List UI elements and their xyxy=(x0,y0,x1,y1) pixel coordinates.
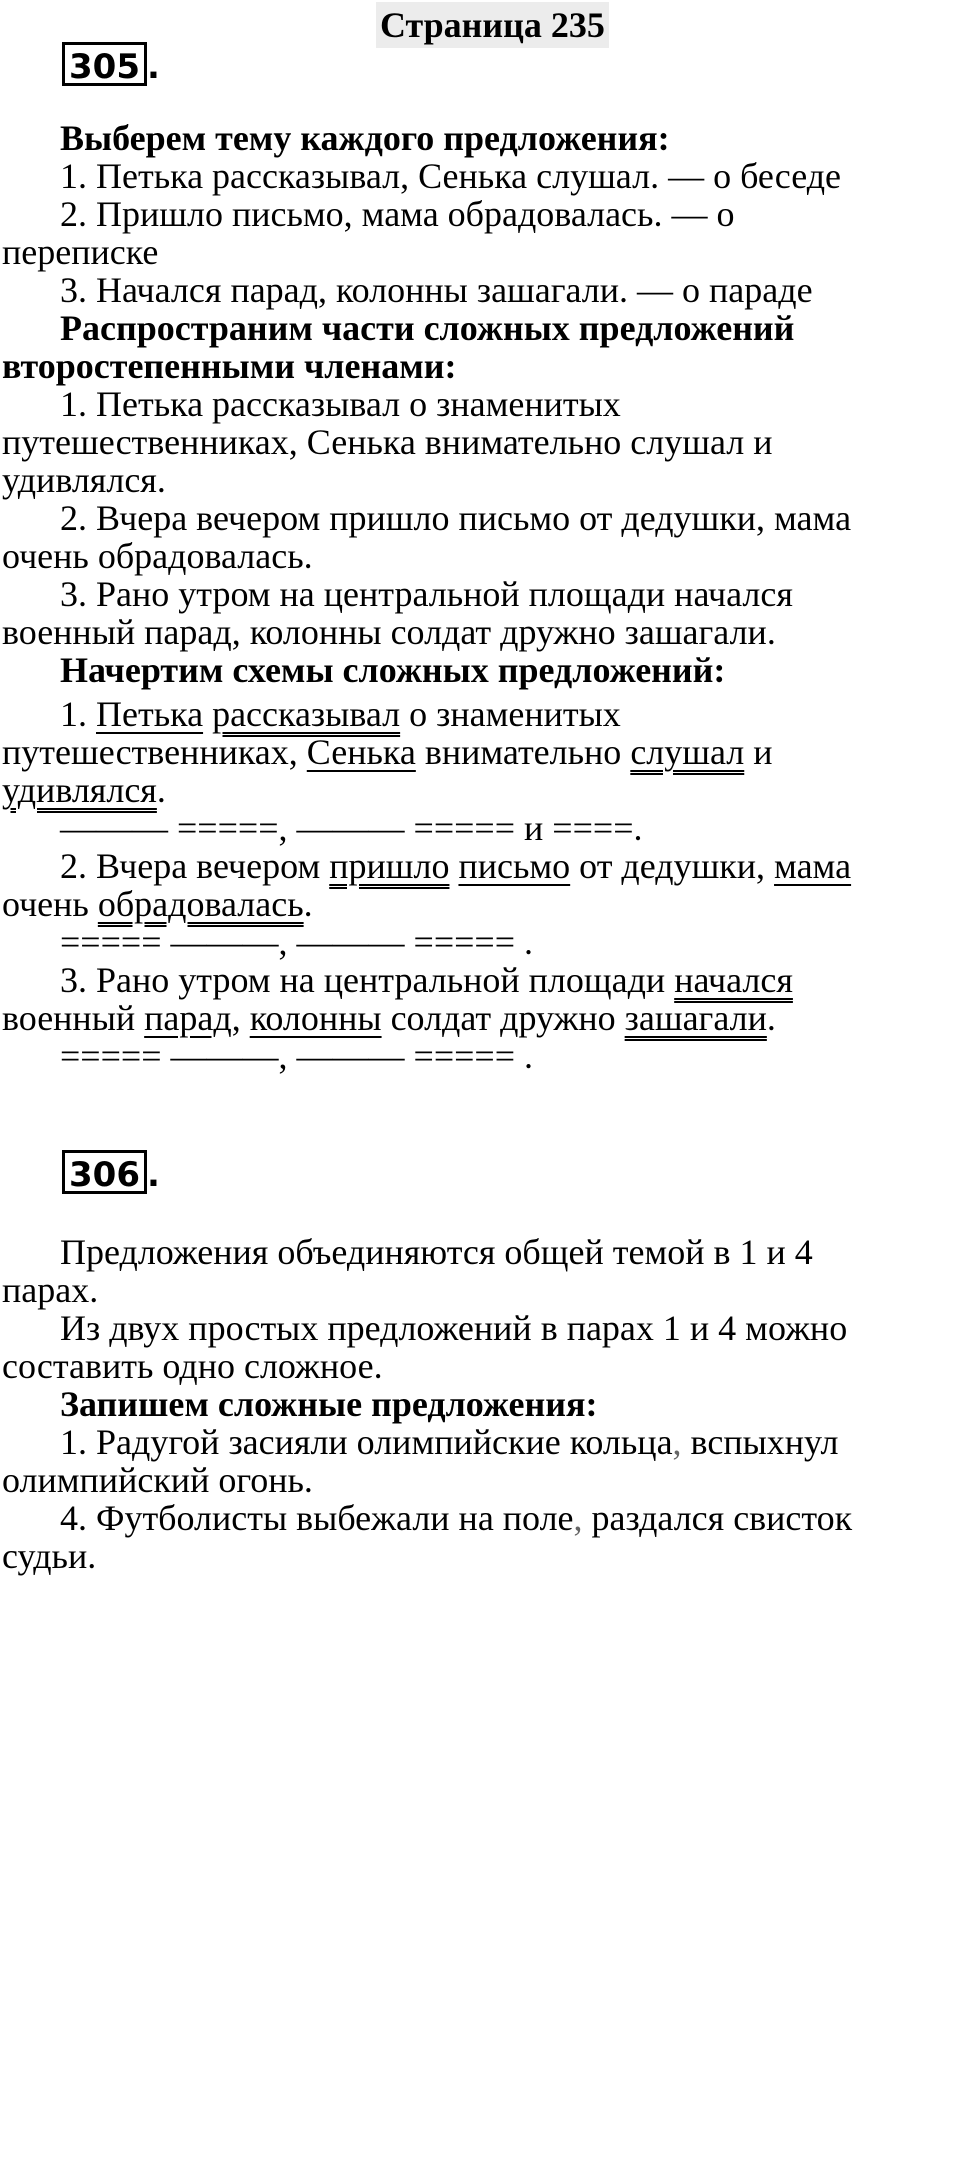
s1-predicate-1: рассказывал xyxy=(212,694,401,734)
s1-subject-2: Сенька xyxy=(306,732,416,772)
page-title: Страница 235 xyxy=(376,2,609,48)
s3-num: 3. Рано утром на центральной площади xyxy=(60,960,675,1000)
heading-extend-b: второстепенными членами: xyxy=(2,346,457,386)
s2-text-1: от дедушки, xyxy=(570,846,775,886)
s1-predicate-2: слушал xyxy=(630,732,745,772)
extended-line-1a: 1. Петька рассказывал о знаменитых xyxy=(60,384,621,424)
r1-comma: , xyxy=(672,1422,682,1462)
extended-line-1c: удивлялся. xyxy=(2,460,166,500)
r4-comma: , xyxy=(573,1498,583,1538)
scheme-2: ===== ———, ——— ===== . xyxy=(60,922,534,962)
task-number-305 xyxy=(62,42,160,90)
theme-line-2a: 2. Пришло письмо, мама обрадовалась. — о xyxy=(60,194,735,234)
heading-schemes: Начертим схемы сложных предложений: xyxy=(60,650,726,690)
result-sentence-4b: судьи. xyxy=(2,1536,97,1576)
heading-extend-a: Распространим части сложных предложений xyxy=(60,308,795,348)
s3-text-3: солдат дружно xyxy=(381,998,625,1038)
s3-subject-2: колонны xyxy=(249,998,382,1038)
s2-subject-2: мама xyxy=(774,846,852,886)
extended-line-3a: 3. Рано утром на центральной площади начался xyxy=(60,574,793,614)
s1-text-4: и xyxy=(744,732,773,772)
heading-write: Запишем сложные предложения: xyxy=(60,1384,598,1424)
r4-text-before: 4. Футболисты выбежали на поле xyxy=(60,1498,574,1538)
extended-line-2a: 2. Вчера вечером пришло письмо от дедушки, мама xyxy=(60,498,852,538)
s2-predicate-1: пришло xyxy=(329,846,450,886)
s3-predicate-1: начался xyxy=(674,960,793,1000)
s2-text-2: очень xyxy=(2,884,98,924)
task-number-306 xyxy=(62,1150,160,1198)
s1-num: 1. xyxy=(60,694,96,734)
theme-line-3: 3. Начался парад, колонны зашагали. — о параде xyxy=(60,270,813,310)
task-number-305-box: 305 xyxy=(62,42,147,86)
s1-text-2: путешественниках, xyxy=(2,732,307,772)
s2-num: 2. Вчера вечером xyxy=(60,846,330,886)
s1-space xyxy=(203,694,212,734)
extended-line-2b: очень обрадовалась. xyxy=(2,536,313,576)
extended-line-3b: военный парад, колонны солдат дружно зашагали. xyxy=(2,612,776,652)
r4-text-after: раздался свисток xyxy=(582,1498,853,1538)
task-number-306-dot: . xyxy=(146,1155,160,1195)
s3-text-4: . xyxy=(766,998,776,1038)
heading-theme: Выберем тему каждого предложения: xyxy=(60,118,670,158)
s1-subject-1: Петька xyxy=(96,694,204,734)
paragraph-1a: Предложения объединяются общей темой в 1 и 4 xyxy=(60,1232,813,1272)
result-sentence-1b: олимпийский огонь. xyxy=(2,1460,313,1500)
r1-text-before: 1. Радугой засияли олимпийские кольца xyxy=(60,1422,673,1462)
s1-text-1: о знаменитых xyxy=(400,694,621,734)
paragraph-1b: парах. xyxy=(2,1270,99,1310)
s3-text-1: военный xyxy=(2,998,145,1038)
scheme-1: ——— =====, ——— ===== и ====. xyxy=(60,808,643,848)
theme-line-1: 1. Петька рассказывал, Сенька слушал. — о беседе xyxy=(60,156,841,196)
task-number-305-dot: . xyxy=(146,47,160,87)
theme-line-2b: переписке xyxy=(2,232,159,272)
s2-subject-1: письмо xyxy=(458,846,571,886)
paragraph-2b: составить одно сложное. xyxy=(2,1346,383,1386)
s3-text-2: , xyxy=(231,998,250,1038)
s1-text-3: внимательно xyxy=(415,732,631,772)
result-sentence-4a xyxy=(60,1496,852,1540)
s3-predicate-2: зашагали xyxy=(624,998,767,1038)
r1-text-after: вспыхнул xyxy=(681,1422,839,1462)
s1-text-5: . xyxy=(156,770,166,810)
paragraph-2a: Из двух простых предложений в парах 1 и 4 можно xyxy=(60,1308,848,1348)
scheme-3: ===== ———, ——— ===== . xyxy=(60,1036,534,1076)
s2-text-3: . xyxy=(303,884,313,924)
s2-predicate-2: обрадовалась xyxy=(97,884,304,924)
s1-predicate-3: удивлялся xyxy=(2,770,157,810)
s3-subject-1: парад xyxy=(144,998,232,1038)
extended-line-1b: путешественниках, Сенька внимательно слушал и xyxy=(2,422,773,462)
task-number-306-box: 306 xyxy=(62,1150,147,1194)
